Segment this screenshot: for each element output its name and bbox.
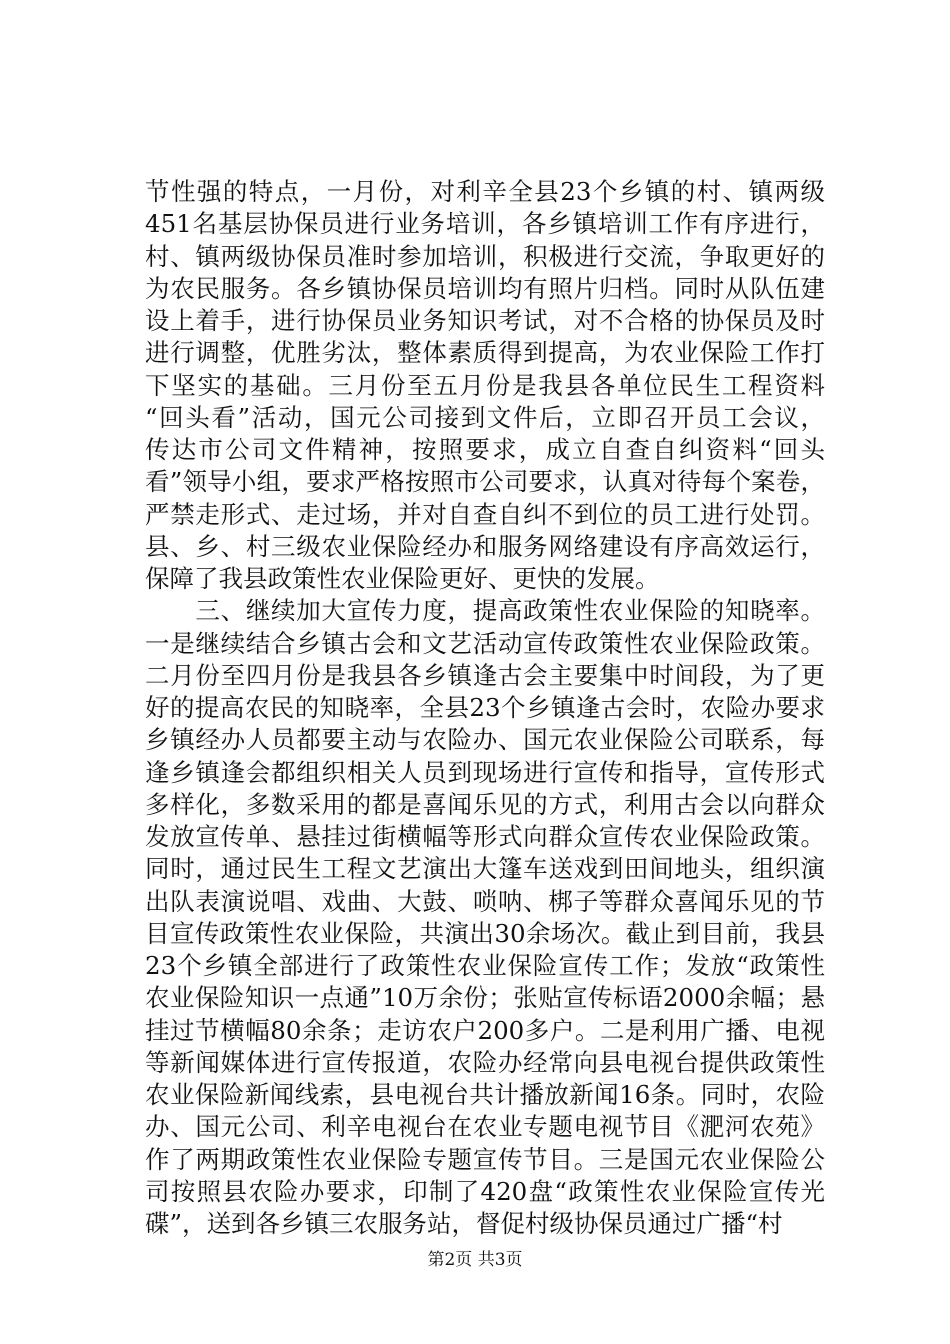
text-line: 司按照县农险办要求，印制了420盘“政策性农业保险宣传光 — [145, 1176, 825, 1206]
text-line: 为农民服务。各乡镇协保员培训均有照片归档。同时从队伍建 — [145, 273, 825, 303]
text-line: 节性强的特点，一月份，对利辛全县23个乡镇的村、镇两级 — [145, 177, 825, 206]
text-line: 出队表演说唱、戏曲、大鼓、唢呐、梆子等群众喜闻乐见的节 — [145, 886, 825, 916]
text-line: 三、继续加大宣传力度，提高政策性农业保险的知晓率。 — [145, 596, 825, 626]
text-line: 村、镇两级协保员准时参加培训，积极进行交流，争取更好的 — [145, 241, 825, 271]
text-line: 办、国元公司、利辛电视台在农业专题电视节目《淝河农苑》 — [145, 1112, 825, 1142]
text-line: 碟”，送到各乡镇三农服务站，督促村级协保员通过广播“村 — [145, 1209, 783, 1238]
text-line: 下坚实的基础。三月份至五月份是我县各单位民生工程资料 — [145, 370, 825, 400]
text-line: 逢乡镇逢会都组织相关人员到现场进行宣传和指导，宣传形式 — [145, 757, 825, 787]
text-line: 县、乡、村三级农业保险经办和服务网络建设有序高效运行， — [145, 531, 825, 561]
text-line: 保障了我县政策性农业保险更好、更快的发展。 — [145, 564, 660, 593]
text-line: 451名基层协保员进行业务培训，各乡镇培训工作有序进行， — [145, 209, 825, 239]
text-line: 农业保险新闻线索，县电视台共计播放新闻16条。同时，农险 — [145, 1080, 825, 1109]
text-line: 23个乡镇全部进行了政策性农业保险宣传工作；发放“政策性 — [145, 951, 825, 980]
text-line: 等新闻媒体进行宣传报道，农险办经常向县电视台提供政策性 — [145, 1047, 825, 1077]
text-line: 设上着手，进行协保员业务知识考试，对不合格的协保员及时 — [145, 306, 825, 335]
body-text — [145, 176, 825, 1240]
text-line: 二月份至四月份是我县各乡镇逢古会主要集中时间段，为了更 — [145, 660, 825, 690]
text-line: 进行调整，优胜劣汰，整体素质得到提高，为农业保险工作打 — [145, 338, 825, 368]
text-line: 严禁走形式、走过场，并对自查自纠不到位的员工进行处罚。 — [145, 499, 825, 529]
text-line: 发放宣传单、悬挂过街横幅等形式向群众宣传农业保险政策。 — [145, 822, 825, 851]
text-line: 目宣传政策性农业保险，共演出30余场次。截止到目前，我县 — [145, 918, 825, 948]
page-footer: 第2页 共3页 — [427, 1250, 523, 1270]
text-line: 好的提高农民的知晓率，全县23个乡镇逢古会时，农险办要求 — [145, 693, 825, 722]
text-line: 农业保险知识一点通”10万余份；张贴宣传标语2000余幅；悬 — [145, 983, 825, 1013]
text-line: 多样化，多数采用的都是喜闻乐见的方式，利用古会以向群众 — [145, 789, 825, 819]
text-line: 乡镇经办人员都要主动与农险办、国元农业保险公司联系，每 — [145, 725, 825, 755]
text-line: 一是继续结合乡镇古会和文艺活动宣传政策性农业保险政策。 — [145, 628, 825, 658]
text-line: 传达市公司文件精神，按照要求，成立自查自纠资料“回头 — [145, 435, 825, 464]
text-line: 同时，通过民生工程文艺演出大篷车送戏到田间地头，组织演 — [145, 854, 825, 884]
text-line: 看”领导小组，要求严格按照市公司要求，认真对待每个案卷， — [145, 467, 825, 497]
text-line: 作了两期政策性农业保险专题宣传节目。三是国元农业保险公 — [145, 1144, 825, 1174]
text-line: “回头看”活动，国元公司接到文件后，立即召开员工会议， — [145, 402, 825, 432]
text-line: 挂过节横幅80余条；走访农户200多户。二是利用广播、电视 — [145, 1015, 825, 1045]
